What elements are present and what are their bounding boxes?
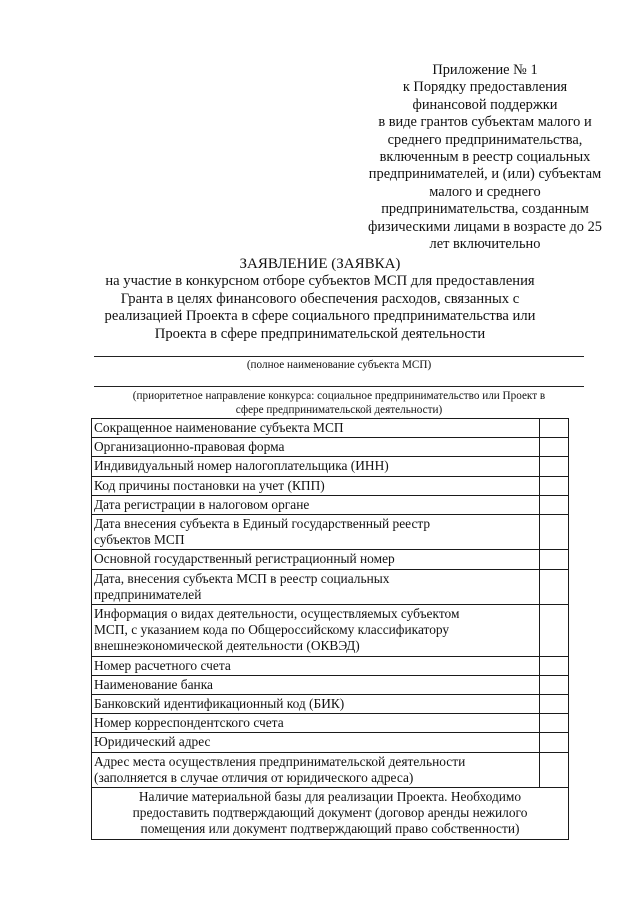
row-label-text: Банковский идентификационный код (БИК) (94, 696, 345, 712)
document-subtitle (60, 273, 580, 343)
row-value-cell[interactable] (539, 675, 568, 694)
full-name-caption (94, 359, 584, 373)
appendix-line: среднего предпринимательства, (387, 131, 583, 148)
row-value-cell[interactable] (539, 695, 568, 714)
row-label-cell (92, 695, 540, 714)
row-value-cell[interactable] (539, 457, 568, 476)
row-label-cell (92, 476, 540, 495)
table-row (92, 656, 569, 675)
row-label-text: Номер корреспондентского счета (94, 715, 284, 731)
row-label-cell (92, 495, 540, 514)
row-label-cell (92, 605, 540, 657)
row-value-cell[interactable] (539, 714, 568, 733)
row-label-text: Основной государственный регистрационный номер (94, 551, 395, 567)
table-row (92, 733, 569, 752)
table-row (92, 495, 569, 514)
row-value-cell[interactable] (539, 495, 568, 514)
applicant-info-table (91, 418, 569, 840)
material-base-text: помещения или документ подтверждающий право собственности) (140, 821, 520, 837)
row-label-cell (92, 419, 540, 438)
row-label-text: Наименование банка (94, 676, 213, 692)
appendix-line: физическими лицами в возрасте до 25 (368, 218, 602, 235)
appendix-line: лет включительно (429, 236, 541, 253)
row-label-text: Юридический адрес (94, 734, 211, 750)
row-label-cell (92, 457, 540, 476)
subtitle-line: реализацией Проекта в сфере социального предпринимательства или (104, 308, 536, 324)
row-label-text: Адрес места осуществления предпринимательской деятельности (94, 753, 466, 769)
material-base-text: предоставить подтверждающий документ (договор аренды нежилого (132, 805, 528, 821)
row-label-text: МСП, с указанием кода по Общероссийскому классификатору (94, 622, 450, 638)
row-value-cell[interactable] (539, 550, 568, 569)
subtitle-line: на участие в конкурсном отборе субъектов МСП для предоставления (105, 273, 535, 289)
row-label-text: Дата регистрации в налоговом органе (94, 496, 310, 512)
priority-caption (94, 390, 584, 417)
row-value-cell[interactable] (539, 438, 568, 457)
full-name-fill-line[interactable] (94, 356, 584, 357)
appendix-line: в виде грантов субъектам малого и (378, 114, 592, 131)
row-label-cell (92, 675, 540, 694)
table-row (92, 438, 569, 457)
row-label-text: Дата, внесения субъекта МСП в реестр социальных (94, 570, 390, 586)
full-name-caption-text: (полное наименование субъекта МСП) (246, 359, 432, 371)
row-label-cell (92, 550, 540, 569)
material-base-row (92, 788, 569, 840)
row-value-cell[interactable] (539, 656, 568, 675)
subtitle-line: Гранта в целях финансового обеспечения расходов, связанных с (120, 290, 520, 307)
table-row (92, 515, 569, 550)
row-value-cell[interactable] (539, 752, 568, 787)
row-label-text: Индивидуальный номер налогоплательщика (ИНН) (94, 458, 389, 474)
table-row (92, 476, 569, 495)
row-label-text: Организационно-правовая форма (94, 439, 285, 455)
appendix-header (356, 62, 614, 253)
row-value-cell[interactable] (539, 733, 568, 752)
row-label-text: Сокращенное наименование субъекта МСП (94, 420, 344, 435)
row-value-cell[interactable] (539, 419, 568, 438)
material-base-cell (92, 788, 569, 840)
appendix-line: финансовой поддержки (412, 96, 558, 113)
table-row (92, 457, 569, 476)
row-label-text: предпринимателей (94, 586, 202, 602)
priority-fill-line[interactable] (94, 386, 584, 387)
table-row (92, 695, 569, 714)
row-value-cell[interactable] (539, 515, 568, 550)
table-row (92, 550, 569, 569)
table-row (92, 714, 569, 733)
row-label-text: (заполняется в случае отличия от юридического адреса) (94, 769, 414, 785)
row-label-cell (92, 656, 540, 675)
priority-caption-line: сфере предпринимательской деятельности) (235, 403, 443, 416)
applicant-info-table-body (92, 419, 569, 840)
row-value-cell[interactable] (539, 476, 568, 495)
table-row (92, 752, 569, 787)
row-label-text: Дата внесения субъекта в Единый государственный реестр (94, 516, 431, 532)
row-label-text: Информация о видах деятельности, осуществляемых субъектом (94, 606, 460, 622)
table-row (92, 569, 569, 604)
table-row (92, 605, 569, 657)
document-title: ЗАЯВЛЕНИЕ (ЗАЯВКА) (239, 256, 401, 272)
row-label-cell (92, 752, 540, 787)
subtitle-line: Проекта в сфере предпринимательской деятельности (154, 325, 486, 342)
row-value-cell[interactable] (539, 569, 568, 604)
appendix-line: предпринимателей, и (или) субъектам (368, 166, 602, 183)
row-label-cell (92, 515, 540, 550)
priority-caption-line: (приоритетное направление конкурса: социальное предпринимательство или Проект в (132, 390, 546, 402)
row-label-text: субъектов МСП (94, 532, 185, 548)
appendix-line: Приложение № 1 (432, 62, 538, 78)
row-label-cell (92, 569, 540, 604)
row-label-cell (92, 733, 540, 752)
table-row (92, 419, 569, 438)
appendix-line: включенным в реестр социальных (379, 149, 591, 166)
appendix-line: предпринимательства, созданным (381, 201, 589, 218)
table-row (92, 675, 569, 694)
material-base-text: Наличие материальной базы для реализации Проекта. Необходимо (138, 789, 522, 805)
row-label-text: Код причины постановки на учет (КПП) (94, 477, 325, 493)
row-label-cell (92, 714, 540, 733)
row-label-cell (92, 438, 540, 457)
row-label-text: Номер расчетного счета (94, 657, 231, 673)
appendix-line: малого и среднего (429, 183, 541, 200)
row-label-text: внешнеэкономической деятельности (ОКВЭД) (94, 638, 360, 654)
appendix-line: к Порядку предоставления (402, 79, 568, 96)
row-value-cell[interactable] (539, 605, 568, 657)
